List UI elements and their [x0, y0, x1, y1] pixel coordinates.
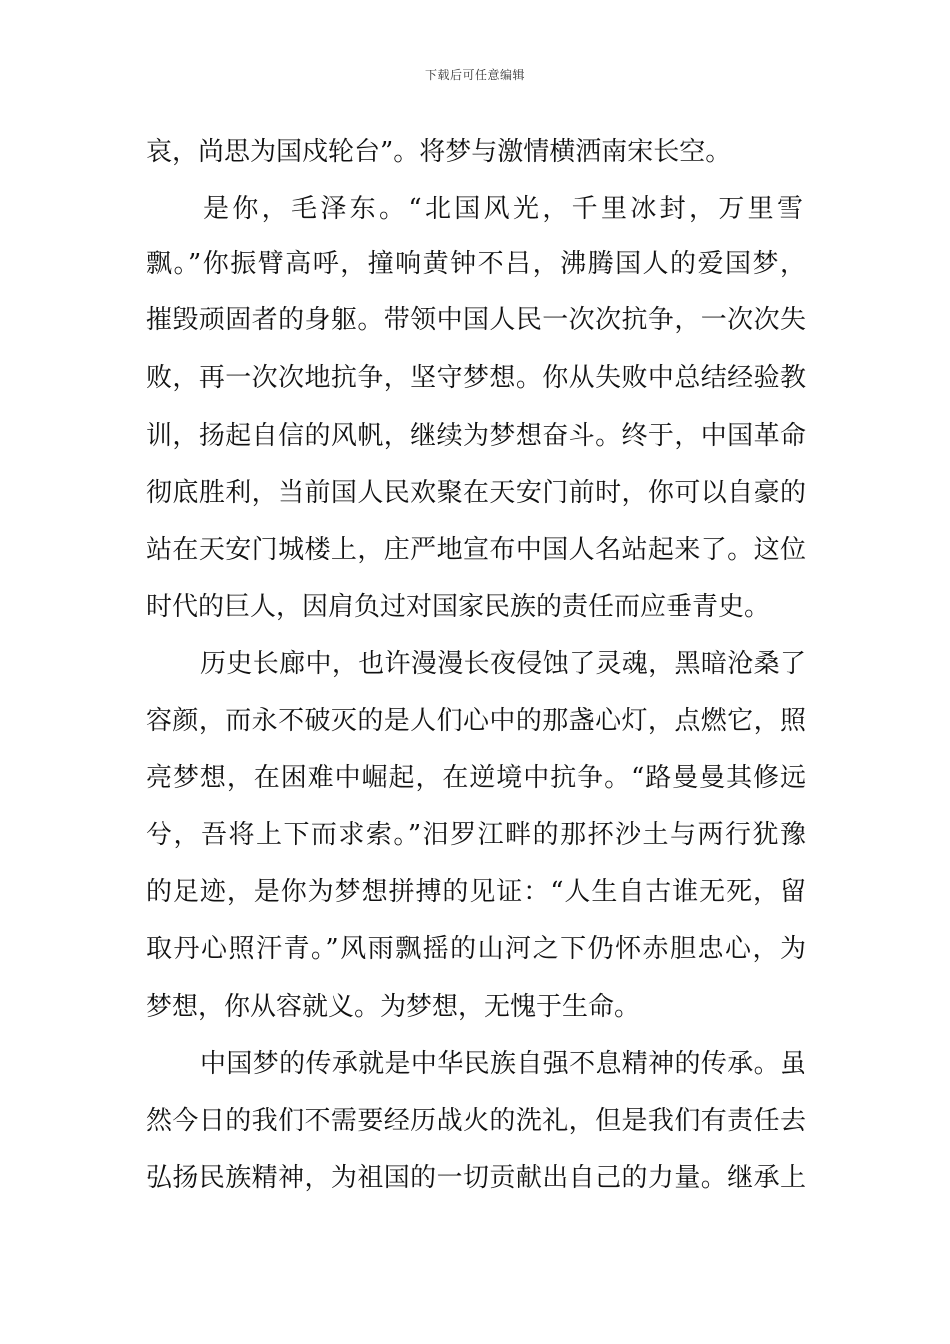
text-line: 然今日的我们不需要经历战火的洗礼，但是我们有责任去 — [146, 1106, 806, 1136]
text-line: 历史长廊中，也许漫漫长夜侵蚀了灵魂，黑暗沧桑了 — [200, 649, 806, 679]
text-line: 的足迹，是你为梦想拼搏的见证：“人生自古谁无死，留 — [146, 877, 806, 907]
text-line: 飘。”你振臂高呼，撞响黄钟不吕，沸腾国人的爱国梦， — [146, 249, 806, 279]
text-line: 取丹心照汗青。”风雨飘摇的山河之下仍怀赤胆忠心，为 — [146, 934, 806, 964]
text-line: 时代的巨人，因肩负过对国家民族的责任而应垂青史。 — [146, 592, 771, 622]
text-line: 中国梦的传承就是中华民族自强不息精神的传承。虽 — [200, 1049, 806, 1079]
text-line: 是你，毛泽东。“北国风光，千里冰封，万里雪 — [203, 194, 806, 224]
text-line: 弘扬民族精神，为祖国的一切贡献出自己的力量。继承上 — [146, 1163, 806, 1193]
text-line: 摧毁顽固者的身躯。带领中国人民一次次抗争，一次次失 — [146, 305, 806, 335]
text-line: 站在天安门城楼上，庄严地宣布中国人名站起来了。这位 — [146, 535, 806, 565]
text-line: 彻底胜利，当前国人民欢聚在天安门前时，你可以自豪的 — [146, 478, 806, 508]
text-line: 亮梦想，在困难中崛起，在逆境中抗争。“路曼曼其修远 — [146, 763, 806, 793]
text-line: 哀，尚思为国戍轮台”。将梦与激情横洒南宋长空。 — [146, 137, 732, 167]
text-line: 梦想，你从容就义。为梦想，无愧于生命。 — [146, 992, 641, 1022]
text-line: 训，扬起自信的风帆，继续为梦想奋斗。终于，中国革命 — [146, 421, 806, 451]
text-line: 败，再一次次地抗争，坚守梦想。你从失败中总结经验教 — [146, 363, 806, 393]
text-line: 兮，吾将上下而求索。”汨罗江畔的那抔沙土与两行犹豫 — [146, 820, 806, 850]
page-header: 下载后可任意编辑 — [424, 68, 525, 82]
text-line: 容颜，而永不破灭的是人们心中的那盏心灯，点燃它，照 — [146, 706, 806, 736]
